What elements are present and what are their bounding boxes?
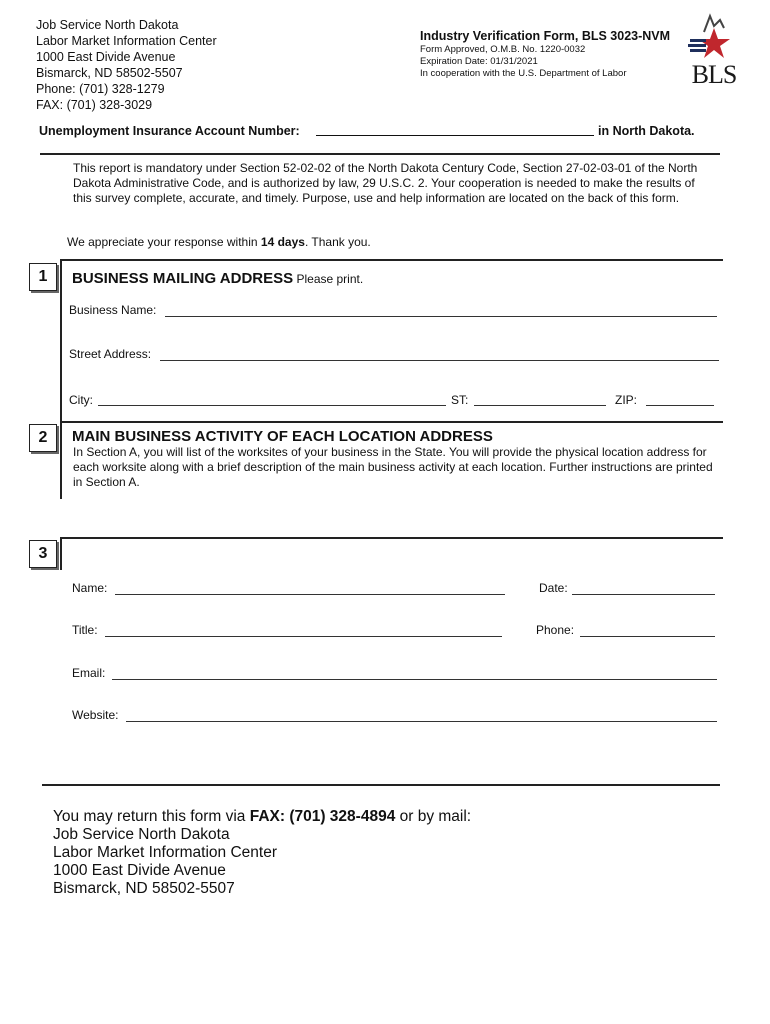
agency-city: Bismarck, ND 58502-5507 [36,66,183,80]
contact-name-input[interactable] [115,594,505,595]
form-title: Industry Verification Form, BLS 3023-NVM [420,29,671,43]
section3-top-rule [60,537,723,539]
return-method-pre: You may return this form via [53,808,250,825]
return-address-line: 1000 East Divide Avenue [53,862,226,879]
state-label: ST: [451,393,469,407]
agency-phone: Phone: (701) 328-1279 [36,82,165,96]
bls-logo-text: BLS [691,60,737,89]
response-request [67,235,371,250]
section1-side-rule [60,259,62,421]
section1-title [72,270,363,287]
section1-number: 1 [29,263,57,291]
form-header [420,29,685,80]
city-label: City: [69,393,93,407]
return-instructions [53,808,471,898]
agency-name: Job Service North Dakota [36,18,179,32]
return-method-post: or by mail: [395,808,472,825]
section1-top-rule [60,259,723,261]
ui-account-label: Unemployment Insurance Account Number: [39,124,300,138]
mandatory-notice: This report is mandatory under Section 52-02-02 of the North Dakota Century Code, Section 27-02-03-01 of the North Dakota Administrative Code, and is authorized by law, 29 U.S.C. 2. Your cooperation is needed to make the results of this survey complete, accurate, and timely. Purpose, use and help information are located on the back of this form. [73,161,698,205]
contact-email-label: Email: [72,666,106,680]
contact-website-label: Website: [72,708,119,722]
header-divider [40,153,720,155]
agency-fax: FAX: (701) 328-3029 [36,98,153,112]
contact-name-label: Name: [72,581,108,595]
section1-title-text: BUSINESS MAILING ADDRESS [72,270,294,287]
agency-division: Labor Market Information Center [36,34,217,48]
section3-number: 3 [29,540,57,568]
return-method [53,808,471,826]
contact-phone-input[interactable] [580,636,715,637]
contact-website-input[interactable] [126,721,717,722]
return-address-line: Labor Market Information Center [53,844,277,861]
section1-subtitle: Please print. [293,272,364,286]
bls-logo [684,12,744,90]
footer-divider [42,784,720,786]
section2-instructions: In Section A, you will list of the worksites of your business in the State. You will provide the physical location address for each worksite along with a brief description of the main business activity at each location. Further instructions are printed in Section A. [73,445,713,489]
section3-side-rule [60,537,62,570]
state-input[interactable] [474,405,606,406]
form-cooperation: In cooperation with the U.S. Department of Labor [420,68,627,79]
zip-input[interactable] [646,405,714,406]
agency-street: 1000 East Divide Avenue [36,50,176,64]
city-input[interactable] [98,405,446,406]
street-address-input[interactable] [160,360,719,361]
business-name-label: Business Name: [69,303,157,317]
contact-title-input[interactable] [105,636,502,637]
section2-side-rule [60,421,62,499]
agency-address [36,17,217,113]
response-request-pre: We appreciate your response within [67,235,261,249]
return-address-line: Bismarck, ND 58502-5507 [53,880,235,897]
street-address-label: Street Address: [69,347,152,361]
contact-email-input[interactable] [112,679,717,680]
section2-title: MAIN BUSINESS ACTIVITY OF EACH LOCATION ADDRESS [72,428,493,445]
contact-date-label: Date: [539,581,568,595]
contact-title-label: Title: [72,623,98,637]
return-address-line: Job Service North Dakota [53,826,230,843]
form-approval: Form Approved, O.M.B. No. 1220-0032 [420,44,586,55]
ui-account-input[interactable] [316,135,594,136]
form-expiration: Expiration Date: 01/31/2021 [420,56,538,67]
business-name-input[interactable] [165,316,717,317]
section2-number: 2 [29,424,57,452]
ui-account-suffix: in North Dakota. [598,124,695,138]
zip-label: ZIP: [615,393,638,407]
section2-top-rule [60,421,723,423]
response-request-post: . Thank you. [304,235,371,249]
response-days: 14 days [260,235,305,249]
contact-phone-label: Phone: [536,623,575,637]
contact-date-input[interactable] [572,594,715,595]
return-fax-number: FAX: (701) 328-4894 [249,808,396,825]
